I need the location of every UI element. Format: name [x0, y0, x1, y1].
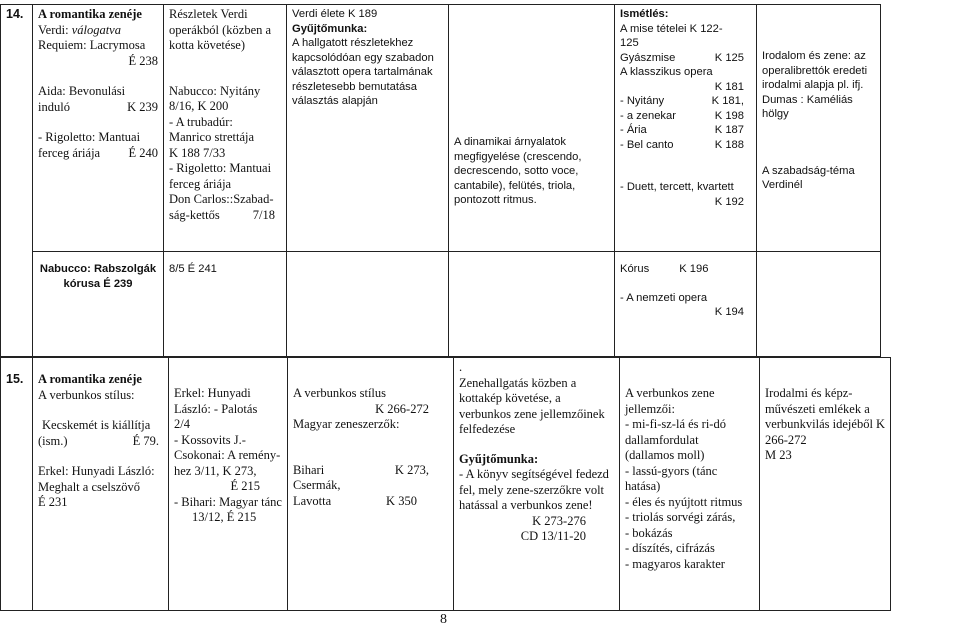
text-line: A szabadság-téma: [762, 164, 855, 177]
text-line: - a zenekar K 198: [620, 109, 744, 122]
text-line: kotta követése): [169, 38, 246, 52]
text-line: választott opera tartalmának: [292, 66, 433, 78]
text-line: A hallgatott részletekhez: [292, 37, 414, 49]
text-line: K 273-276: [532, 513, 586, 528]
text-line: A klasszikus opera: [620, 66, 713, 78]
text-line: operákból (közben a: [169, 22, 272, 37]
text-line: Nabucco: Nyitány: [169, 83, 261, 98]
text-line: Csokonai: A remény-: [174, 448, 281, 462]
text-line: 2/4: [174, 417, 190, 431]
text-line: CD 13/11-20: [520, 529, 586, 543]
text-line: művészeti emlékek a: [764, 401, 870, 416]
empty-cell: [449, 252, 615, 357]
text-line: 13/12, É 215: [192, 510, 257, 524]
text-line: Gyászmise K 125: [620, 51, 744, 64]
text-line: Requiem: Lacrymosa: [38, 38, 146, 52]
text-line: dallamfordulat: [624, 432, 699, 447]
text-line: A mise tételei K 122-: [620, 22, 723, 35]
section-label: Ismétlés:: [620, 8, 669, 20]
text-line: Verdi élete K 189: [292, 8, 378, 20]
text-line: Meghalt a cselszövő: [38, 479, 141, 494]
text-line: - A trubadúr:: [169, 114, 233, 129]
text-line: Aida: Bevonulási: [38, 84, 126, 98]
curriculum-table-lesson-14: [0, 4, 881, 357]
skills-cell: [453, 358, 619, 611]
text-line: A verbunkos stílus:: [38, 387, 135, 402]
text-line: - A nemzeti opera: [620, 291, 708, 304]
text-line: kórusa É 239: [63, 277, 133, 290]
text-line: - Bel canto K 188: [620, 138, 744, 151]
information-cell: [287, 5, 449, 252]
text-line: ferceg áriája: [169, 176, 232, 191]
table-row: [1, 358, 891, 611]
chorus-cell: [33, 252, 164, 357]
empty-cell: [287, 252, 449, 357]
text-line: pontozott ritmus.: [454, 194, 537, 206]
text-line: Csermák,: [292, 478, 341, 492]
text-line: - Ária K 187: [620, 124, 744, 136]
text-line: László: - Palotás: [174, 401, 258, 416]
text-line: Bihari K 273,: [292, 462, 429, 477]
text-line: A verbunkos zene: [624, 386, 715, 400]
text-line: - magyaros karakter: [624, 556, 725, 571]
section-label: Gyűjtőmunka:: [292, 22, 368, 35]
text-line: - Nyitány K 181,: [620, 95, 744, 107]
text-line: - Duett, tercett, kvartett: [620, 181, 734, 193]
information-cell: [287, 358, 453, 611]
connections-cell: [757, 5, 881, 252]
text-line: Irodalom és zene: az: [762, 50, 866, 62]
text-line: felfedezése: [458, 422, 516, 436]
text-line: hez 3/11, K 273,: [174, 463, 257, 478]
text-line: Don Carlos::Szabad-: [169, 192, 274, 206]
text-line: - Bihari: Magyar tánc: [174, 494, 282, 509]
text-line: cantabile), felütés, triola,: [454, 179, 576, 192]
text-line: Magyar zeneszerzők:: [292, 417, 400, 431]
text-line: Manrico strettája: [169, 130, 255, 144]
text-line: ság-kettős 7/18: [169, 207, 275, 222]
text-line: - triolás sorvégi zárás,: [624, 510, 736, 524]
listening-cell: [164, 5, 287, 252]
text-line: Erkel: Hunyadi László:: [38, 464, 155, 478]
text-line: Erkel: Hunyadi: [174, 386, 251, 400]
text-line: - A könyv segítségével fedezd: [458, 467, 609, 481]
text-line: (ism.) É 79.: [38, 433, 159, 448]
review-cell: [619, 358, 759, 611]
curriculum-table-lesson-15: [0, 357, 891, 611]
topic-title: A romantika zenéje: [38, 372, 142, 386]
chorus-reference-cell: [164, 252, 287, 357]
text-line: - díszítés, cifrázás: [624, 541, 715, 555]
text-line: - bokázás: [624, 525, 673, 540]
text-line: hölgy: [762, 108, 789, 120]
text-line: É 215: [230, 479, 260, 493]
text-line: - Kossovits J.-: [174, 432, 246, 447]
text-line: fel, mely zene-szerzőkre volt: [458, 482, 605, 497]
skills-cell: [449, 5, 615, 252]
lesson-number: 14.: [1, 5, 33, 357]
text-line: 266-272: [764, 432, 807, 447]
text-line: 125: [620, 37, 639, 49]
text-line: operalibrettók eredeti: [762, 64, 868, 77]
table-row: [1, 5, 881, 252]
text-line: - Rigoletto: Mantuai: [169, 161, 272, 175]
topic-title: A romantika zenéje: [38, 7, 142, 21]
text-line: hatással a verbunkos zene!: [458, 498, 593, 512]
text-line: .: [458, 360, 463, 374]
text-line: hatása): [624, 479, 661, 493]
connections-cell: [759, 358, 890, 611]
topic-cell: [33, 5, 164, 252]
lesson-number: 15.: [1, 358, 33, 611]
text-line: 8/16, K 200: [169, 99, 229, 113]
page-number: 8: [440, 612, 447, 627]
text-line: jellemzői:: [624, 401, 675, 416]
text-line: 8/5 É 241: [169, 263, 217, 275]
text-line: É 231: [38, 495, 68, 509]
text-line: Nabucco: Rabszolgák: [39, 263, 157, 275]
text-line: K 192: [714, 195, 744, 208]
text-line: Verdinél: [762, 179, 803, 191]
text-line: kottakép követése, a: [458, 391, 561, 405]
text-line: megfigyelése (crescendo,: [454, 150, 582, 163]
text-line: É 238: [128, 53, 158, 68]
text-line: verbunkos zene jellemzőinek: [458, 406, 605, 421]
chorus-review-cell: [615, 252, 757, 357]
text-line: Kecskemét is kiállítja: [42, 418, 151, 432]
text-line: - éles és nyújtott ritmus: [624, 494, 743, 509]
section-label: Gyűjtőmunka:: [458, 451, 539, 466]
text-line: induló K 239: [38, 99, 158, 114]
text-line: A verbunkos stílus: [292, 386, 387, 400]
topic-cell: [33, 358, 169, 611]
text-line: Verdi: válogatva: [38, 22, 121, 37]
text-line: verbunkvilás idejéből K: [764, 417, 886, 431]
text-line: irodalmi alapja pl. ifj.: [762, 79, 864, 91]
listening-cell: [169, 358, 288, 611]
text-line: Kórus K 196: [620, 263, 709, 275]
text-line: ferceg áriája É 240: [38, 145, 158, 160]
text-line: Lavotta K 350: [292, 493, 417, 508]
text-line: K 181: [714, 80, 744, 93]
table-row: [1, 252, 881, 357]
text-line: M 23: [764, 448, 792, 462]
review-cell: [615, 5, 757, 252]
text-line: - lassú-gyors (tánc: [624, 463, 718, 478]
text-line: Zenehallgatás közben a: [458, 375, 577, 390]
text-line: - mi-fi-sz-lá és ri-dó: [624, 417, 726, 431]
text-line: Irodalmi és képz-: [764, 386, 853, 400]
text-line: - Rigoletto: Mantuai: [38, 130, 141, 144]
text-line: A dinamikai árnyalatok: [454, 136, 566, 148]
text-line: választás alapján: [292, 95, 378, 107]
text-line: decrescendo, sotto voce,: [454, 165, 579, 177]
text-line: kapcsolódóan egy szabadon: [292, 51, 434, 64]
text-line: K 194: [714, 306, 744, 318]
text-line: (dallamos moll): [624, 448, 705, 462]
text-line: K 266-272: [375, 401, 429, 416]
text-line: részletesebb bemutatása: [292, 80, 418, 93]
text-line: K 188 7/33: [169, 145, 226, 160]
text-line: Dumas : Kaméliás: [762, 93, 853, 106]
text-line: Részletek Verdi: [169, 7, 248, 21]
empty-cell: [757, 252, 881, 357]
